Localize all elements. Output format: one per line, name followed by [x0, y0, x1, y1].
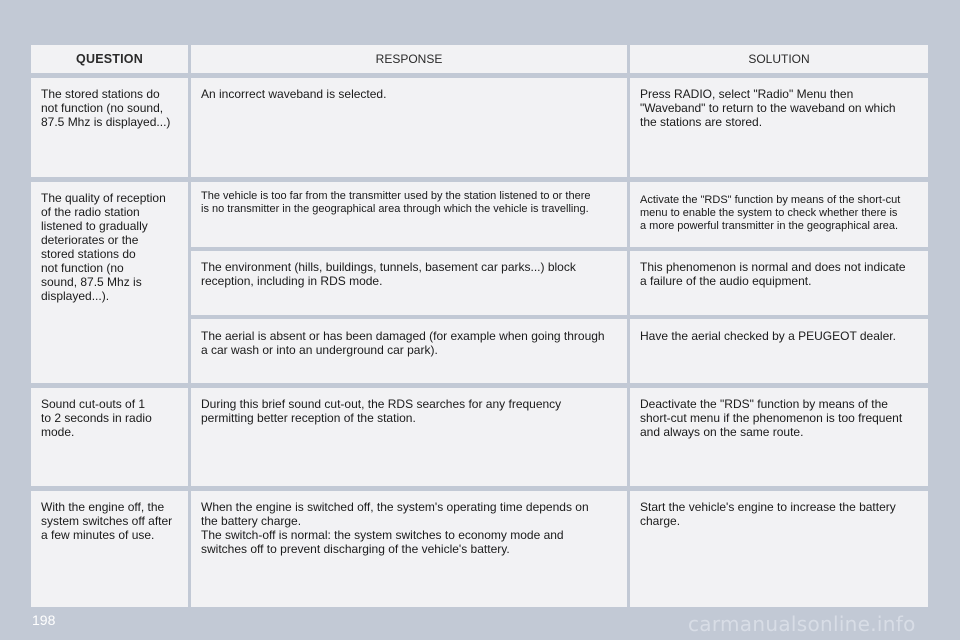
row-1-response: An incorrect waveband is selected. — [191, 78, 627, 177]
row-2-question: The quality of reception of the radio station listened to gradually deteriorates or the stored stations do not function (no sound, 87.5 Mhz is displayed...). — [31, 182, 188, 383]
header-solution: SOLUTION — [630, 45, 928, 73]
watermark-text: carmanualsonline.info — [688, 612, 916, 636]
row-3-question: Sound cut-outs of 1 to 2 seconds in radio mode. — [31, 388, 188, 486]
row-1-question: The stored stations do not function (no sound, 87.5 Mhz is displayed...) — [31, 78, 188, 177]
row-3-solution: Deactivate the "RDS" function by means of the short-cut menu if the phenomenon is too frequent and always on the same route. — [630, 388, 928, 486]
row-3-response: During this brief sound cut-out, the RDS searches for any frequency permitting better reception of the station. — [191, 388, 627, 486]
row-4-question: With the engine off, the system switches off after a few minutes of use. — [31, 491, 188, 607]
row-2c-response: The aerial is absent or has been damaged (for example when going through a car wash or into an underground car park). — [191, 319, 627, 383]
row-2b-response: The environment (hills, buildings, tunnels, basement car parks...) block reception, including in RDS mode. — [191, 251, 627, 315]
row-1-solution: Press RADIO, select "Radio" Menu then "Waveband" to return to the waveband on which the stations are stored. — [630, 78, 928, 177]
header-response: RESPONSE — [191, 45, 627, 73]
row-2a-solution: Activate the "RDS" function by means of the short-cut menu to enable the system to check whether there is a more powerful transmitter in the geographical area. — [630, 182, 928, 247]
row-2b-solution: This phenomenon is normal and does not indicate a failure of the audio equipment. — [630, 251, 928, 315]
row-4-response: When the engine is switched off, the system's operating time depends on the battery charge. The switch-off is normal: the system switches to economy mode and switches off to prevent discharging of the vehicle's battery. — [191, 491, 627, 607]
header-question: QUESTION — [31, 45, 188, 73]
row-4-solution: Start the vehicle's engine to increase the battery charge. — [630, 491, 928, 607]
row-2c-solution: Have the aerial checked by a PEUGEOT dealer. — [630, 319, 928, 383]
row-2a-response: The vehicle is too far from the transmitter used by the station listened to or there is no transmitter in the geographical area through which the vehicle is travelling. — [191, 182, 627, 247]
page-number: 198 — [32, 612, 56, 628]
